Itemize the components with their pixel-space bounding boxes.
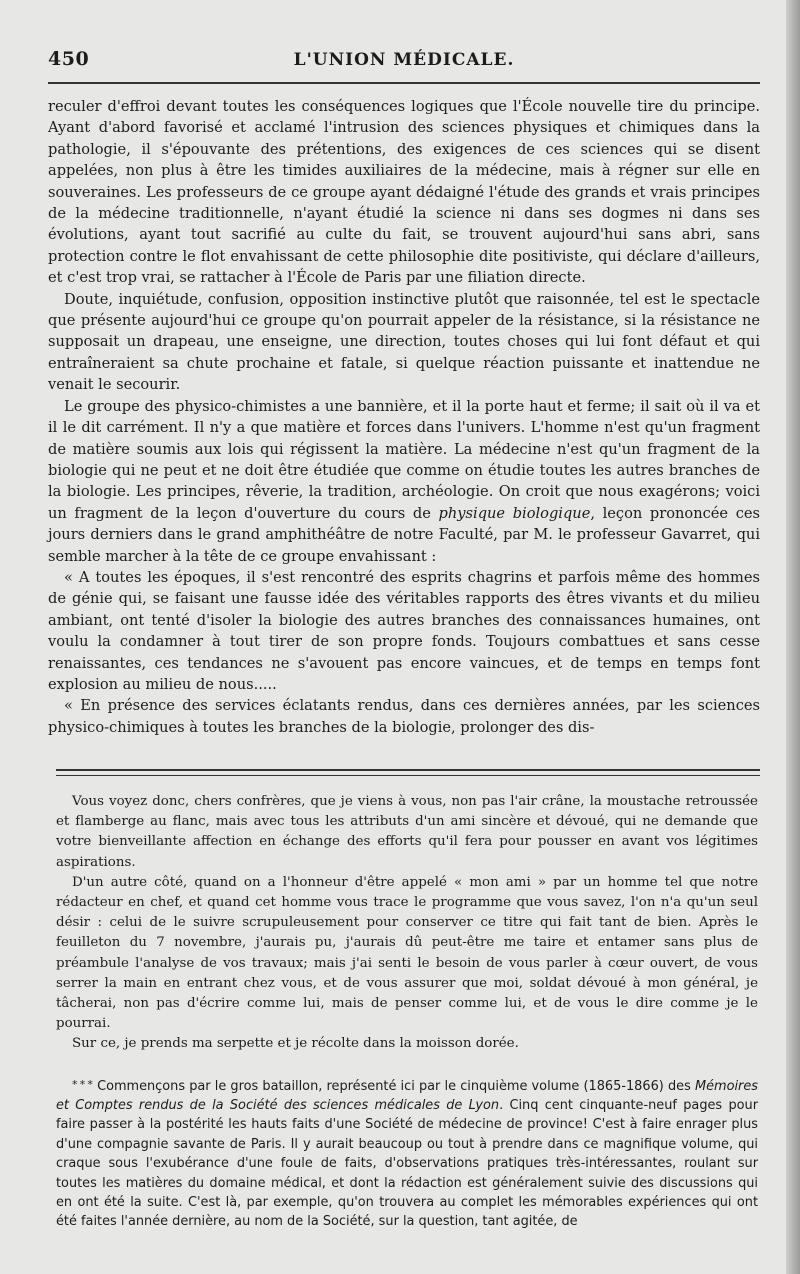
header-rule: [48, 82, 760, 84]
feuilleton-paragraph-3: Sur ce, je prends ma serpette et je récolte dans la moisson dorée.: [72, 1036, 519, 1052]
main-paragraph-3-text-b: , leçon prononcée ces jours derniers dans le grand amphithéâtre de notre Faculté, par M. le professeur Gavarret, qui semble marcher à la tête de ce groupe envahissant :: [48, 504, 760, 565]
feuilleton-paragraph-2: D'un autre côté, quand on a l'honneur d'être appelé « mon ami » par un homme tel que notre rédacteur en chef, et quand cet homme vous trace le programme que vous savez, l'on n'a qu'un seul désir : celui de le suivre scrupuleusement pour conserver ce titre qui fait tant de bien. Après le feuilleton du 7 novembre, j'aurais pu, j'aurais dû peut-être me taire et entamer sans plus de préambule l'analyse de vos travaux; mais j'ai senti le besoin de vous parler à cœur ouvert, de vous serrer la main en entrant chez vous, et de vous assurer que moi, soldat dévoué à mon général, je tâcherai, non pas d'écrire comme lui, mais de penser comme lui, et de vous le dire comme je le pourrai.: [56, 874, 758, 1032]
quotation-paragraph-1: « A toutes les époques, il s'est rencontré des esprits chagrins et parfois même des hommes de génie qui, se faisant une fausse idée des véritables rapports des êtres vivants et du milieu ambiant, ont tenté d'isoler la biologie des autres branches des connaissances humaines, ont voulu la condamner à tout tirer de son propre fonds. Toujours combattues et sans cesse renaissantes, ces tendances ne s'avouent pas encore vaincues, et de temps en temps font explosion au milieu de nous.....: [48, 568, 760, 693]
asterism-mark: * * *: [72, 1077, 93, 1091]
feuilleton-column: [56, 792, 758, 1232]
page-edge-shadow: [786, 0, 800, 1274]
feuilleton-paragraph-1: Vous voyez donc, chers confrères, que je viens à vous, non pas l'air crâne, la moustache retroussée et flamberge au flanc, mais avec tous les attributs d'un ami sincère et dévoué, qui ne demande que votre bienveillante affection en échange des efforts qu'il fera pour pousser en avant vos légitimes aspirations.: [56, 794, 758, 870]
running-title: L'UNION MÉDICALE.: [293, 50, 515, 70]
feuilleton-separator: [56, 769, 760, 771]
page-header: [48, 48, 760, 76]
main-paragraph-2: Doute, inquiétude, confusion, opposition instinctive plutôt que raisonnée, tel est le spectacle que présente aujourd'hui ce groupe qu'on pourrait appeler de la résistance, si la résistance ne supposait un drapeau, une enseigne, une direction, toutes choses qui lui font défaut et qui entraîneraient sa chute prochaine et fatale, si quelque réaction puissante et inattendue ne venait le secourir.: [48, 290, 760, 394]
main-paragraph-3: [48, 396, 760, 567]
page-number: 450: [48, 48, 90, 70]
feuilleton-separator-thin: [56, 775, 760, 776]
note-text-a: Commençons par le gros bataillon, représenté ici par le cinquième volume (1865-1866) des: [92, 1078, 695, 1094]
main-paragraph-3-text-a: Le groupe des physico-chimistes a une bannière, et il la porte haut et ferme; il sait où il va et il le dit carrément. Il n'y a que matière et forces dans l'univers. L'homme n'est qu'un fragment de matière soumis aux lois qui régissent la matière. La médecine n'est qu'un fragment de la biologie qui ne peut et ne doit être étudiée que comme on étudie toutes les autres branches de la biologie. Les principes, rêverie, la tradition, archéologie. On croit que nous exagérons; voici un fragment de la leçon d'ouverture du cours de: [48, 397, 760, 522]
main-text: [48, 96, 760, 738]
main-paragraph-1: reculer d'effroi devant toutes les conséquences logiques que l'École nouvelle tire du principe. Ayant d'abord favorisé et acclamé l'intrusion des sciences physiques et chimiques dans la pathologie, il s'épouvante des prétentions, des exigences de ces sciences qui se disent appelées, non plus à être les timides auxiliaires de la médecine, mais à régner sur elle en souveraines. Les professeurs de ce groupe ayant dédaigné l'étude des grands et vrais principes de la médecine traditionnelle, n'ayant étudié la science ni dans ses dogmes ni dans ses évolutions, ayant tout sacrifié au culte du fait, se trouvent aujourd'hui sans abri, sans protection contre le flot envahissant de cette philosophie dite positiviste, qui déclare d'ailleurs, et c'est trop vrai, se rattacher à l'École de Paris par une filiation directe.: [48, 98, 760, 287]
quotation-paragraph-2: « En présence des services éclatants rendus, dans ces dernières années, par les sciences physico-chimiques à toutes les branches de la biologie, prolonger des dis-: [48, 697, 760, 736]
note-text-b: . Cinq cent cinquante-neuf pages pour faire passer à la postérité les hauts faits d'une Société de médecine de province! C'est à faire enrager plus d'une compagnie savante de Paris. Il y aurait beaucoup ou tout à prendre dans ce magnifique volume, qui craque sous l'exubérance d'une foule de faits, d'observations pratiques très-intéressantes, roulant sur toutes les matières du domaine médical, et dont la rédaction est généralement suivie des discussions qui en ont été la suite. C'est là, par exemple, qu'on trouvera au complet les mémorables expériences qui ont été faites l'année dernière, au nom de la Société, sur la question, tant agitée, de: [56, 1098, 758, 1230]
feuilleton-note: [56, 1075, 758, 1232]
publication-title: Mémoires et Comptes rendus de la Société des sciences médicales de Lyon: [56, 1078, 758, 1114]
course-title: physique biologique: [438, 504, 591, 522]
